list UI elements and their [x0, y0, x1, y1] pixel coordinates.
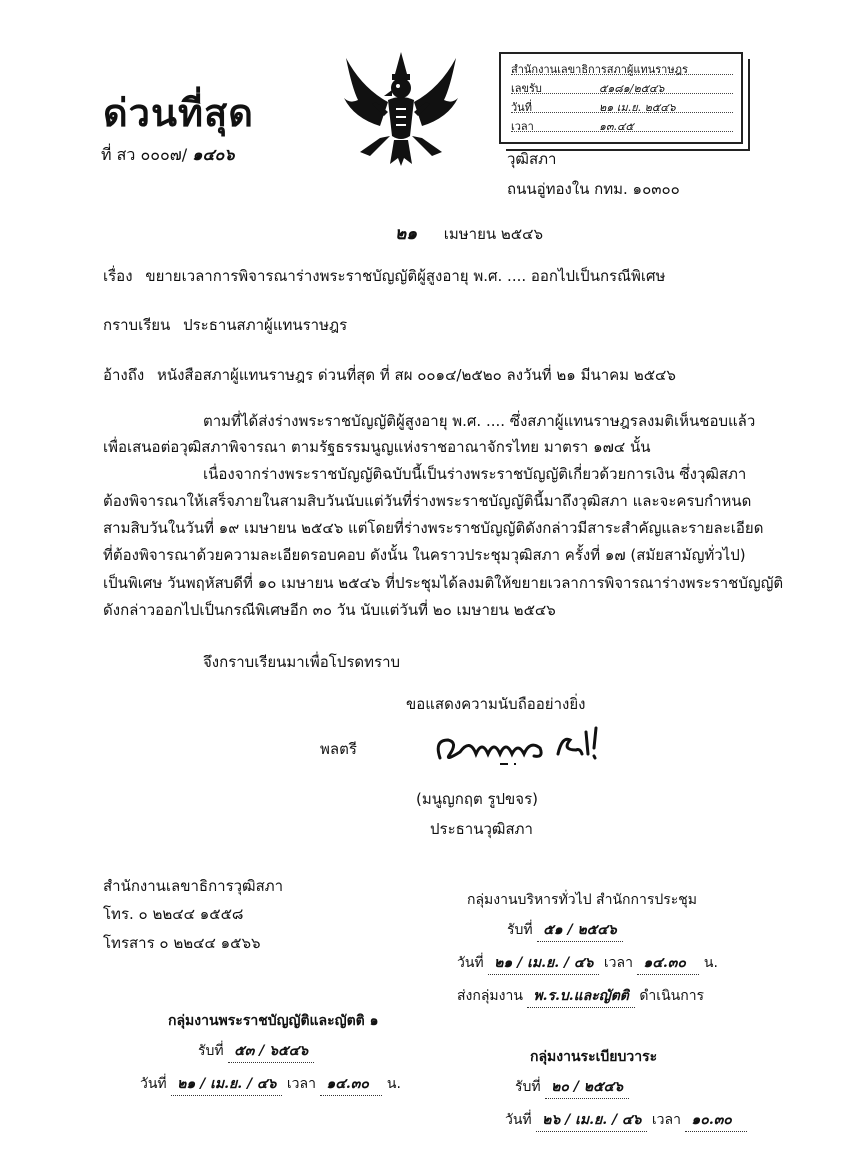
subject-text: ขยายเวลาการพิจารณาร่างพระราชบัญญัติผู้สูงอายุ พ.ศ. .... ออกไปเป็นกรณีพิเศษ [145, 267, 666, 285]
stamp-date-label: วันที่ [511, 101, 532, 114]
stamp-acts-number-value: ๕๓ / ๖๕๔๖ [228, 1040, 314, 1063]
stamp-acts-time-unit: น. [386, 1076, 401, 1092]
signatory-name: (มนูญกฤต รูปขจร) [416, 790, 538, 808]
stamp-agenda-number-label: รับที่ [515, 1079, 541, 1095]
stamp-agenda-time-label: เวลา [651, 1112, 681, 1128]
stamp-agenda-title: กลุ่มงานระเบียบวาระ [530, 1049, 658, 1065]
salutation-text: ประธานสภาผู้แทนราษฎร [183, 316, 348, 334]
stamp-time-row [511, 117, 733, 132]
stamp-admin-number-label: รับที่ [507, 922, 533, 938]
stamp-office-text: สำนักงานเลขาธิการสภาผู้แทนราษฎร [511, 63, 688, 76]
stamp-acts-number-label: รับที่ [198, 1043, 224, 1059]
paragraph-2-line: สามสิบวันในวันที่ ๑๙ เมษายน ๒๕๔๖ แต่โดยที่ร่างพระราชบัญญัติดังกล่าวมีสาระสำคัญและรายละเอียด [103, 519, 764, 537]
regards-line: ขอแสดงความนับถืออย่างยิ่ง [406, 695, 586, 713]
stamp-acts-date-value: ๒๑ / เม.ย. / ๔๖ [171, 1073, 282, 1096]
stamp-agenda-date-row [505, 1109, 747, 1132]
stamp-admin-number-value: ๕๑ / ๒๕๔๖ [537, 919, 623, 942]
stamp-agenda-number-row [505, 1076, 747, 1099]
handwritten-signature [430, 718, 630, 776]
stamp-number-label: เลขรับ [511, 82, 542, 95]
stamp-admin-date-label: วันที่ [457, 955, 484, 971]
paragraph-2-line: เป็นพิเศษ วันพฤหัสบดีที่ ๑๐ เมษายน ๒๕๔๖ ที่ประชุมได้ลงมติให้ขยายเวลาการพิจารณาร่างพระราชบัญญัติ [103, 574, 784, 592]
issuer-address: ถนนอู่ทองใน กทม. ๑๐๓๐๐ [507, 180, 680, 198]
paragraph-2-line: ที่ต้องพิจารณาด้วยความละเอียดรอบคอบ ดังนั้น ในคราวประชุมวุฒิสภา ครั้งที่ ๑๗ (สมัยสามัญทั่วไป) [103, 546, 746, 564]
reference-line [103, 366, 676, 384]
subject-label: เรื่อง [103, 267, 133, 285]
stamp-admin-title: กลุ่มงานบริหารทั่วไป สำนักการประชุม [467, 892, 698, 908]
stamp-admin-time-unit: น. [703, 955, 718, 971]
urgency-heading: ด่วนที่สุด [103, 91, 254, 135]
document-number-handwritten: ๑๔๐๖ [192, 145, 235, 164]
stamp-office-row [511, 60, 733, 75]
received-stamp-acts [140, 1010, 401, 1096]
stamp-agenda-time-value: ๑๐.๓๐ [685, 1109, 747, 1132]
stamp-time-label: เวลา [511, 120, 534, 133]
stamp-time-value: ๑๓.๔๕ [599, 120, 634, 133]
salutation-label: กราบเรียน [103, 316, 171, 334]
stamp-acts-date-row [140, 1073, 401, 1096]
stamp-admin-time-value: ๑๔.๓๐ [637, 952, 699, 975]
paragraph-2-line: ต้องพิจารณาให้เสร็จภายในสามสิบวันนับแต่วันที่ร่างพระราชบัญญัตินี้มาถึงวุฒิสภา และจะครบกำหนด [103, 492, 752, 510]
stamp-admin-send-label: ส่งกลุ่มงาน [457, 988, 523, 1004]
footer-fax: โทรสาร ๐ ๒๒๔๔ ๑๕๖๖ [103, 934, 261, 952]
stamp-admin-time-label: เวลา [603, 955, 633, 971]
stamp-acts-date-label: วันที่ [140, 1076, 167, 1092]
stamp-agenda-date-label: วันที่ [505, 1112, 532, 1128]
paragraph-2-line: ดังกล่าวออกไปเป็นกรณีพิเศษอีก ๓๐ วัน นับแต่วันที่ ๒๐ เมษายน ๒๕๔๖ [103, 601, 556, 619]
paragraph-1-line: ตามที่ได้ส่งร่างพระราชบัญญัติผู้สูงอายุ พ.ศ. .... ซึ่งสภาผู้แทนราษฎรลงมติเห็นชอบแล้ว [203, 412, 756, 430]
stamp-acts-number-row [140, 1040, 401, 1063]
issuer-org: วุฒิสภา [507, 150, 557, 168]
document-number [101, 143, 234, 168]
stamp-agenda-date-value: ๒๖ / เม.ย. / ๔๖ [536, 1109, 647, 1132]
salutation-line [103, 316, 347, 334]
subject-line [103, 267, 665, 285]
letter-date-month-year: เมษายน ๒๕๔๖ [443, 225, 544, 243]
stamp-admin-send-row [457, 985, 718, 1008]
stamp-number-row [511, 79, 733, 94]
stamp-admin-send-value: พ.ร.บ.และญัตติ [527, 985, 635, 1008]
received-stamp-admin [457, 889, 718, 1008]
footer-office: สำนักงานเลขาธิการวุฒิสภา [103, 877, 284, 895]
paragraph-2-line: เนื่องจากร่างพระราชบัญญัติฉบับนี้เป็นร่างพระราชบัญญัติเกี่ยวด้วยการเงิน ซึ่งวุฒิสภา [203, 465, 747, 483]
stamp-number-value: ๕๑๘๑/๒๕๔๖ [599, 82, 665, 95]
signatory-position: ประธานวุฒิสภา [430, 820, 533, 838]
reference-text: หนังสือสภาผู้แทนราษฎร ด่วนที่สุด ที่ สผ ๐๐๑๔/๒๕๒๐ ลงวันที่ ๒๑ มีนาคม ๒๕๔๖ [156, 366, 676, 384]
received-stamp-agenda [505, 1046, 747, 1132]
letter-date-day: ๒๑ [395, 224, 417, 244]
signatory-rank: พลตรี [320, 740, 357, 758]
stamp-date-value: ๒๑ เม.ย. ๒๕๔๖ [599, 101, 676, 114]
reference-label: อ้างถึง [103, 366, 145, 384]
stamp-acts-time-label: เวลา [286, 1076, 316, 1092]
stamp-admin-action: ดำเนินการ [639, 988, 705, 1004]
stamp-admin-number-row [457, 919, 718, 942]
footer-phone: โทร. ๐ ๒๒๔๔ ๑๕๕๘ [103, 905, 244, 923]
stamp-acts-time-value: ๑๔.๓๐ [320, 1073, 382, 1096]
letter-date [395, 225, 543, 243]
received-stamp-top [499, 52, 743, 144]
stamp-admin-date-value: ๒๑ / เม.ย. / ๔๖ [488, 952, 599, 975]
closing-line: จึงกราบเรียนมาเพื่อโปรดทราบ [203, 653, 401, 671]
stamp-date-row [511, 98, 733, 113]
stamp-agenda-number-value: ๒๐ / ๒๕๔๖ [545, 1076, 629, 1099]
garuda-emblem-icon [340, 48, 462, 168]
paragraph-1-line: เพื่อเสนอต่อวุฒิสภาพิจารณา ตามรัฐธรรมนูญแห่งราชอาณาจักรไทย มาตรา ๑๗๔ นั้น [103, 438, 651, 456]
stamp-admin-date-row [457, 952, 718, 975]
stamp-acts-title: กลุ่มงานพระราชบัญญัติและญัตติ ๑ [168, 1013, 379, 1029]
document-number-prefix: ที่ สว ๐๐๐๗/ [101, 145, 188, 164]
